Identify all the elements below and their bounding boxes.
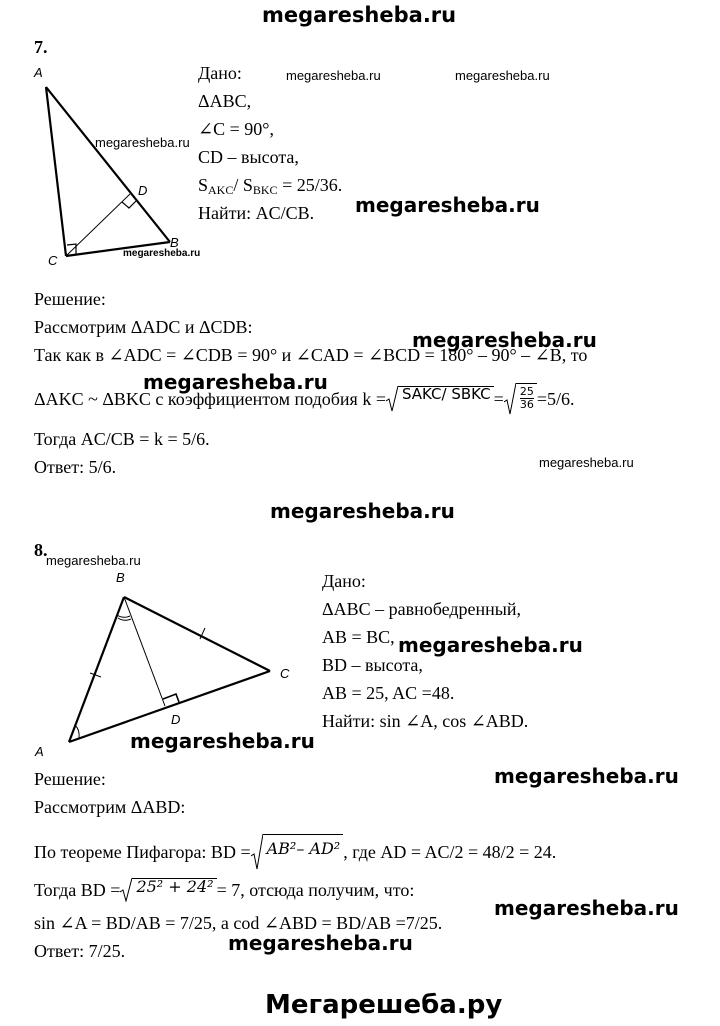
given-line: ΔABC,	[198, 91, 252, 111]
solution-line: Рассмотрим ΔABD:	[34, 797, 186, 817]
watermark: megaresheba.ru	[494, 896, 679, 920]
label-d: D	[171, 712, 181, 727]
solution-line-formula: ΔAKC ~ ΔBKC с коэффициентом подобия k = SAKC/ SBKC = $\frac{25}{36}$ =5/6.	[34, 383, 574, 415]
side-ab	[69, 597, 124, 742]
given-line: AB = BC,	[322, 627, 395, 647]
problem-7-number: 7.	[34, 37, 48, 57]
altitude-bd	[124, 597, 165, 706]
sqrt-fraction: $\frac{25}{36}$	[504, 383, 537, 415]
sqrt-expression: 25² + 24²	[120, 878, 216, 902]
watermark: megaresheba.ru	[123, 248, 201, 259]
sqrt-expression: AB²– AD²	[251, 834, 344, 870]
footer-site: Мегарешеба.ру	[265, 990, 503, 1020]
watermark: megaresheba.ru	[286, 68, 381, 83]
given-title: Дано:	[322, 571, 366, 591]
watermark: megaresheba.ru	[130, 729, 315, 753]
problem-8-figure	[55, 585, 285, 750]
given-title: Дано:	[198, 63, 242, 83]
problem-8-number: 8.	[34, 540, 48, 560]
watermark: megaresheba.ru	[95, 135, 190, 150]
side-ac	[46, 87, 66, 256]
label-a: A	[34, 65, 43, 80]
problem-7-figure	[30, 60, 190, 270]
solution-title: Решение:	[34, 289, 106, 309]
label-d: D	[138, 183, 148, 198]
solution-line: Тогда AC/CB = k = 5/6.	[34, 429, 210, 449]
side-ab	[46, 87, 170, 242]
angle-arc-b	[117, 615, 130, 617]
solution-line-pythagoras: По теореме Пифагора: BD = AB²– AD² , где AD = AC/2 = 48/2 = 24.	[34, 834, 556, 870]
angle-arc-b-2	[118, 618, 131, 620]
given-area-ratio: $S_{AKC}/$ $S_{BKC} = 25/36$.	[198, 175, 343, 197]
watermark: megaresheba.ru	[270, 499, 455, 523]
right-angle-d	[163, 694, 179, 702]
watermark: megaresheba.ru	[228, 931, 413, 955]
side-bc	[124, 597, 270, 671]
right-angle-d	[122, 201, 136, 208]
answer: Ответ: 7/25.	[34, 941, 126, 961]
given-line: BD – высота,	[322, 655, 423, 675]
watermark: megaresheba.ru	[355, 193, 540, 217]
answer: Ответ: 5/6.	[34, 457, 117, 477]
solution-line: Рассмотрим ΔADC и ΔCDB:	[34, 317, 253, 337]
given-line: ΔABC – равнобедренный,	[322, 599, 522, 619]
given-find: Найти: sin ∠A, cos ∠ABD.	[322, 711, 529, 731]
given-find: Найти: AC/CB.	[198, 203, 315, 223]
watermark: megaresheba.ru	[412, 328, 597, 352]
given-line: ∠C = 90°,	[198, 119, 274, 139]
solution-title: Решение:	[34, 769, 106, 789]
header-site: megaresheba.ru	[262, 3, 457, 27]
watermark: megaresheba.ru	[46, 553, 141, 568]
watermark: megaresheba.ru	[539, 455, 634, 470]
sqrt-expression: SAKC/ SBKC	[386, 386, 494, 412]
watermark: megaresheba.ru	[398, 633, 583, 657]
label-c: C	[280, 666, 290, 681]
watermark: megaresheba.ru	[494, 764, 679, 788]
label-b: B	[116, 570, 125, 585]
solution-line: sin ∠A = BD/AB = 7/25, а cod ∠ABD = BD/AB =7/25.	[34, 913, 443, 933]
watermark: megaresheba.ru	[455, 68, 550, 83]
solution-line: Так как в ∠ADC = ∠CDB = 90° и ∠CAD = ∠BCD = 180° – 90° – ∠B, то	[34, 345, 588, 365]
label-b: B	[170, 235, 179, 250]
given-line: CD – высота,	[198, 147, 299, 167]
given-line: AB = 25, AC =48.	[322, 683, 455, 703]
solution-line-bd: Тогда BD = 25² + 24² = 7, отсюда получим, что:	[34, 877, 415, 900]
label-a: A	[35, 744, 44, 759]
label-c: C	[48, 253, 58, 268]
watermark: megaresheba.ru	[143, 370, 328, 394]
